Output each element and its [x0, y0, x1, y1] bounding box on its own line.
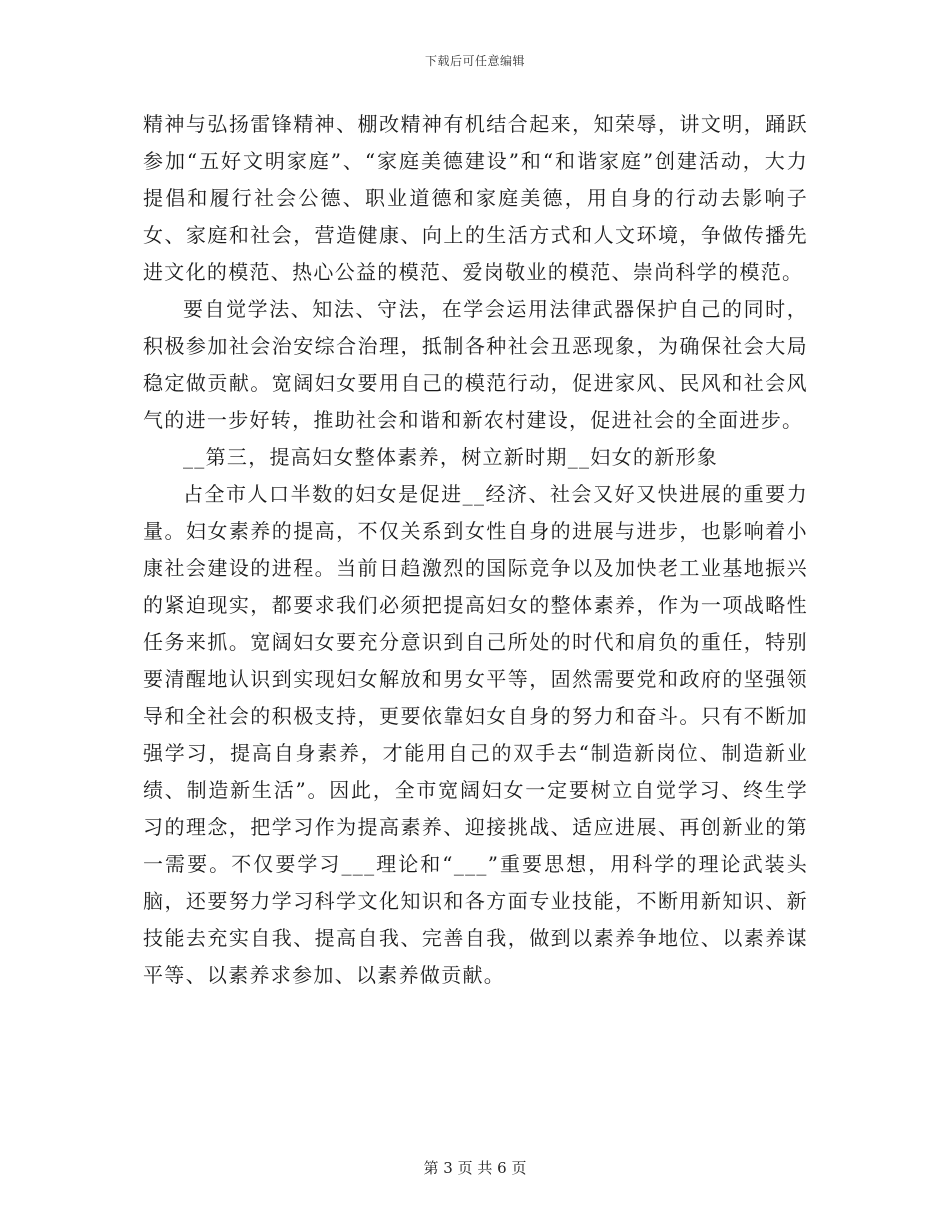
page-footer: 第 3 页 共 6 页	[423, 1159, 527, 1177]
document-body	[143, 106, 808, 994]
paragraph-quality: 占全市人口半数的妇女是促进__经济、社会又好又快进展的重要力量。妇女素养的提高，不仅关系到女性自身的进展与进步，也影响着小康社会建设的进程。当前日趋激烈的国际竞争以及加快老工业基地振兴的紧迫现实，都要求我们必须把提高妇女的整体素养，作为一项战略性任务来抓。宽阔妇女要充分意识到自己所处的时代和肩负的重任，特别要清醒地认识到实现妇女解放和男女平等，固然需要党和政府的坚强领导和全社会的积极支持，更要依靠妇女自身的努力和奋斗。只有不断加强学习，提高自身素养，才能用自己的双手去“制造新岗位、制造新业绩、制造新生活”。因此，全市宽阔妇女一定要树立自觉学习、终生学习的理念，把学习作为提高素养、迎接挑战、适应进展、再创新业的第一需要。不仅要学习___理论和“___”重要思想，用科学的理论武装头脑，还要努力学习科学文化知识和各方面专业技能，不断用新知识、新技能去充实自我、提高自我、完善自我，做到以素养争地位、以素养谋平等、以素养求参加、以素养做贡献。	[143, 482, 808, 987]
paragraph-continuation: 精神与弘扬雷锋精神、棚改精神有机结合起来，知荣辱，讲文明，踊跃参加“五好文明家庭”、“家庭美德建设”和“和谐家庭”创建活动，大力提倡和履行社会公德、职业道德和家庭美德，用自身的行动去影响子女、家庭和社会，营造健康、向上的生活方式和人文环境，争做传播先进文化的模范、热心公益的模范、爱岗敬业的模范、崇尚科学的模范。	[143, 112, 808, 284]
page-header: 下载后可任意编辑	[424, 54, 525, 68]
section-heading: __第三，提高妇女整体素养，树立新时期__妇女的新形象	[183, 445, 719, 469]
paragraph-law: 要自觉学法、知法、守法，在学会运用法律武器保护自己的同时，积极参加社会治安综合治理，抵制各种社会丑恶现象，为确保社会大局稳定做贡献。宽阔妇女要用自己的模范行动，促进家风、民风和社会风气的进一步好转，推助社会和谐和新农村建设，促进社会的全面进步。	[143, 297, 808, 432]
